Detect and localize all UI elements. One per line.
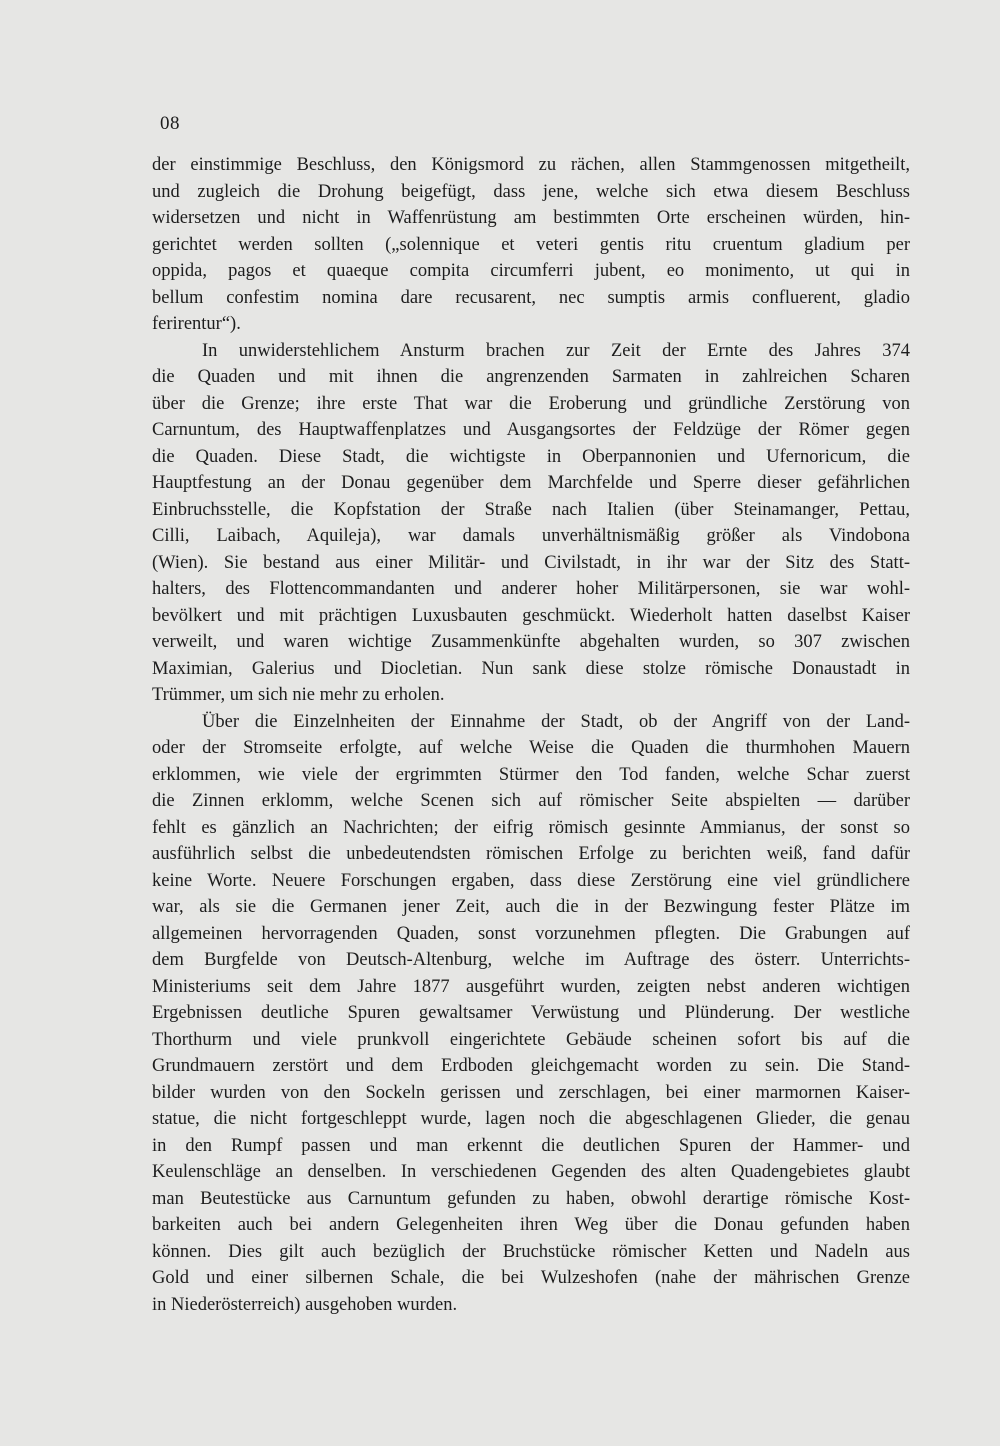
text-line: erklommen, wie viele der ergrimmten Stürmer den Tod fanden, welche Schar zuerst (152, 764, 910, 785)
text-line: können. Dies gilt auch bezüglich der Bruchstücke römischer Ketten und Nadeln aus (152, 1241, 910, 1262)
text-line: war, als sie die Germanen jener Zeit, auch die in der Bezwingung fester Plätze im (152, 897, 910, 917)
text-line: allgemeinen hervorragenden Quaden, sonst vorzunehmen pflegten. Die Grabungen auf (152, 923, 910, 944)
text-line: fehlt es gänzlich an Nachrichten; der eifrig römisch gesinnte Ammianus, der sonst so (152, 817, 910, 838)
text-line: oder der Stromseite erfolgte, auf welche Weise die Quaden die thurmhohen Mauern (152, 738, 910, 758)
text-line: man Beutestücke aus Carnuntum gefunden zu haben, obwohl derartige römische Kost- (152, 1188, 910, 1209)
text-line: Ergebnissen deutliche Spuren gewaltsamer Verwüstung und Plünderung. Der westliche (152, 1003, 910, 1023)
body-text (152, 152, 910, 1318)
text-line: verweilt, und waren wichtige Zusammenkünfte abgehalten wurden, so 307 zwischen (152, 632, 910, 652)
text-line: ausführlich selbst die unbedeutendsten römischen Erfolge zu berichten weiß, fand dafür (152, 844, 910, 864)
text-line: Keulenschläge an denselben. In verschiedenen Gegenden des alten Quadengebietes glaubt (152, 1162, 910, 1182)
text-line: statue, die nicht fortgeschleppt wurde, lagen noch die abgeschlagenen Glieder, die genau (152, 1109, 910, 1129)
text-line: Trümmer, um sich nie mehr zu erholen. (152, 685, 445, 705)
text-line: bellum confestim nomina dare recusarent, nec sumptis armis confluerent, gladio (152, 287, 910, 308)
text-line: (Wien). Sie bestand aus einer Militär- und Civilstadt, in ihr war der Sitz des Statt- (152, 552, 910, 573)
text-line: Einbruchsstelle, die Kopfstation der Straße nach Italien (über Steinamanger, Pettau, (152, 499, 910, 520)
text-line: über die Grenze; ihre erste That war die Eroberung und gründliche Zerstörung von (152, 393, 910, 414)
text-line: oppida, pagos et quaeque compita circumferri jubent, eo monimento, ut qui in (152, 261, 910, 281)
text-line: Ministeriums seit dem Jahre 1877 ausgeführt wurden, zeigten nebst anderen wichtigen (152, 976, 910, 997)
text-line: gerichtet werden sollten („solennique et veteri gentis ritu cruentum gladium per (152, 234, 910, 255)
text-line: bilder wurden von den Sockeln gerissen und zerschlagen, bei einer marmornen Kaiser- (152, 1082, 910, 1103)
paragraph-2 (152, 338, 910, 709)
paragraph-3 (152, 709, 910, 1319)
text-line: barkeiten auch bei andern Gelegenheiten ihren Weg über die Donau gefunden haben (152, 1215, 910, 1235)
text-line: in Niederösterreich) ausgehoben wurden. (152, 1294, 458, 1315)
text-line: Über die Einzelnheiten der Einnahme der Stadt, ob der Angriff von der Land- (202, 711, 910, 732)
text-line: keine Worte. Neuere Forschungen ergaben, dass diese Zerstörung eine viel gründlichere (152, 870, 910, 891)
paragraph-1 (152, 152, 910, 338)
text-line: Hauptfestung an der Donau gegenüber dem Marchfelde und Sperre dieser gefährlichen (152, 473, 910, 493)
text-line: der einstimmige Beschluss, den Königsmord zu rächen, allen Stammgenossen mitgetheilt, (152, 155, 910, 175)
text-line: die Quaden. Diese Stadt, die wichtigste in Oberpannonien und Ufernoricum, die (152, 446, 910, 467)
text-line: ferirentur“). (152, 314, 241, 334)
text-line: und zugleich die Drohung beigefügt, dass jene, welche sich etwa diesem Beschluss (152, 181, 910, 202)
text-line: die Quaden und mit ihnen die angrenzenden Sarmaten in zahlreichen Scharen (152, 367, 910, 387)
text-line: Maximian, Galerius und Diocletian. Nun sank diese stolze römische Donaustadt in (152, 658, 910, 679)
text-line: Cilli, Laibach, Aquileja), war damals unverhältnismäßig größer als Vindobona (152, 526, 910, 546)
text-line: In unwiderstehlichem Ansturm brachen zur Zeit der Ernte des Jahres 374 (202, 340, 910, 361)
text-line: halters, des Flottencommandanten und anderer hoher Militärpersonen, sie war wohl- (152, 579, 910, 599)
text-line: Grundmauern zerstört und dem Erdboden gleichgemacht worden zu sein. Die Stand- (152, 1056, 910, 1076)
page-number: 08 (160, 113, 180, 134)
text-line: dem Burgfelde von Deutsch-Altenburg, welche im Auftrage des österr. Unterrichts- (152, 950, 910, 970)
text-line: Carnuntum, des Hauptwaffenplatzes und Ausgangsortes der Feldzüge der Römer gegen (152, 420, 910, 440)
text-line: in den Rumpf passen und man erkennt die deutlichen Spuren der Hammer- und (152, 1135, 910, 1156)
text-line: die Zinnen erklomm, welche Scenen sich auf römischer Seite abspielten — darüber (152, 791, 910, 811)
text-line: Gold und einer silbernen Schale, die bei Wulzeshofen (nahe der mährischen Grenze (152, 1268, 910, 1288)
text-line: bevölkert und mit prächtigen Luxusbauten geschmückt. Wiederholt hatten daselbst Kaiser (152, 605, 910, 626)
text-line: widersetzen und nicht in Waffenrüstung am bestimmten Orte erscheinen würden, hin- (152, 208, 910, 228)
text-line: Thorthurm und viele prunkvoll eingerichtete Gebäude scheinen sofort bis auf die (152, 1029, 910, 1050)
